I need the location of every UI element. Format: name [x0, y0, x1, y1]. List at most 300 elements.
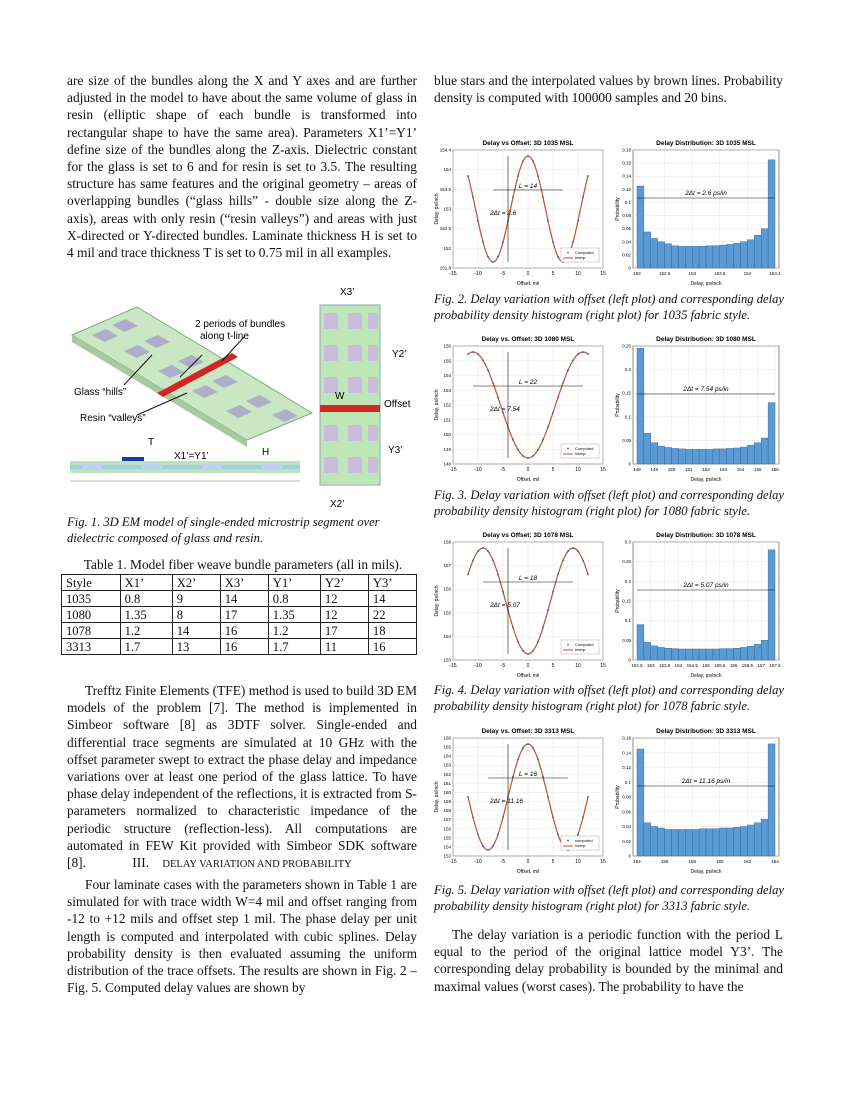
table-cell: 1035 [62, 591, 121, 607]
y-axis-label: Delay, ps/inch [434, 585, 440, 617]
y-tick-label: 159 [443, 799, 451, 805]
label-bundles-line1: 2 periods of bundles [195, 319, 286, 330]
y-tick-label: 155 [443, 358, 451, 364]
hist-title: Delay Distribution: 3D 1035 MSL [656, 140, 756, 147]
table-cell: 9 [172, 591, 220, 607]
y-tick-label: 156 [443, 826, 451, 832]
table-row [62, 607, 417, 623]
line-plot-title: Delay vs. Offset: 3D 1080 MSL [481, 336, 575, 343]
figure-svg [433, 332, 783, 482]
hist-bar [678, 449, 685, 464]
x-tick-label: 0 [526, 859, 530, 865]
table-cell: 14 [172, 623, 220, 639]
x-tick-label: 15 [600, 663, 606, 669]
computed-point [572, 547, 574, 549]
y-tick-label: 153 [443, 657, 451, 663]
legend-computed: Computed [575, 642, 594, 647]
hist-x-tick-label: 160 [716, 859, 724, 864]
hist-y-tick-label: 0.12 [622, 765, 631, 770]
computed-point [482, 241, 484, 243]
computed-point [557, 574, 559, 576]
hist-bar [768, 160, 775, 268]
computed-point [512, 196, 514, 198]
y-tick-label: 166 [443, 735, 451, 741]
label-Y3: Y3’ [388, 445, 403, 456]
y-tick-label: 151.8 [439, 265, 451, 271]
figure-1-caption: Fig. 1. 3D EM model of single-ended microstrip segment over dielectric composed of glass and resin. [67, 515, 380, 545]
computed-point [472, 196, 474, 198]
table-cell: 14 [368, 591, 416, 607]
computed-point [517, 449, 519, 451]
y-axis-label: Delay, ps/inch [434, 781, 440, 813]
table-cell: 14 [220, 591, 268, 607]
table-cell: 1.35 [268, 607, 320, 623]
hist-x-tick-label: 155 [702, 663, 710, 668]
hist-bar [692, 449, 699, 464]
label-hills: Glass “hills” [74, 387, 127, 398]
hist-x-tick-label: 156 [660, 859, 669, 864]
hist-bar [768, 403, 775, 464]
hist-bar [734, 243, 741, 268]
computed-point [552, 241, 554, 243]
computed-point [492, 382, 494, 384]
computed-point [517, 175, 519, 177]
hist-bar [651, 827, 658, 857]
computed-point [522, 455, 524, 457]
hist-x-tick-label: 158 [688, 859, 696, 864]
y-tick-label: 160 [443, 789, 451, 795]
hist-delta-label: 2Δt = 11.16 ps/in [681, 778, 731, 785]
hist-y-tick-label: 0.04 [622, 824, 631, 829]
hist-bar [692, 649, 699, 660]
computed-point [587, 175, 589, 177]
label-valleys: Resin “valleys” [80, 413, 146, 424]
hist-bar [768, 550, 775, 660]
hist-y-tick-label: 0.16 [622, 160, 631, 166]
hist-y-tick-label: 0.14 [622, 173, 631, 179]
hist-bar [644, 232, 651, 268]
y-tick-label: 154 [443, 167, 451, 173]
hist-y-tick-label: 0.25 [622, 559, 631, 565]
x-tick-label: -5 [500, 467, 506, 473]
label-W: W [335, 391, 345, 402]
computed-point [502, 816, 504, 818]
x-tick-label: -10 [474, 467, 482, 473]
hist-title: Delay Distribution: 3D 3313 MSL [656, 728, 756, 735]
computed-point [527, 653, 529, 655]
hist-bar [761, 229, 768, 268]
hist-bar [706, 649, 713, 660]
right-paragraph-end: The delay variation is a periodic function with the period L equal to the period of the original lattice model Y3’. The corresponding delay probability is bounded by the minimal and maximal values (worst cases). The probability to have the [434, 927, 783, 994]
hist-bar [672, 448, 679, 464]
computed-point [567, 550, 569, 552]
hist-y-tick-label: 0.14 [622, 750, 631, 756]
hist-bar [727, 244, 734, 268]
hist-bar [754, 235, 761, 268]
computed-point [582, 816, 584, 818]
hist-x-axis-label: Delay, ps/inch [690, 673, 722, 678]
period-label: L = 18 [518, 575, 538, 582]
computed-point [497, 574, 499, 576]
table-1 [61, 574, 417, 655]
hist-y-tick-label: 0.12 [622, 186, 631, 192]
legend-computed: Computed [575, 250, 594, 255]
hist-y-tick-label: 0.2 [624, 578, 631, 584]
hist-x-tick-label: 153.5 [658, 663, 671, 668]
computed-point [467, 353, 469, 355]
hist-x-axis-label: Delay, ps/inch [690, 869, 722, 874]
table-1-caption: Table 1. Model fiber weave bundle parameters (all in mils). [83, 557, 403, 572]
left-paragraph-1: are size of the bundles along the X and Y axes and are further adjusted in the model to have about the same volume of glass in resin (elliptic shape of each bundle is transformed into rectangular shape to have the same area). Parameters X1’=Y1’ define size of the bundles along the Z-axis. Dielectric constant for the glass is set to 6 and for resin is set to 3.5. The resulting structure has same features and the original geometry – areas of overlapping bundles (“glass hills” - double size along the Z-axis), areas with only resin (“resin valleys”) and areas with just X-directed or Y-directed bundles. Laminate thickness H is set to 4 mil and trace thickness T is set to 0.75 mil in all examples. [67, 73, 417, 261]
hist-bar [734, 827, 741, 856]
computed-point [547, 426, 549, 428]
table-cell: 16 [368, 639, 416, 655]
table-cell: 1.2 [120, 623, 172, 639]
hist-x-tick-label: 150 [667, 467, 676, 472]
legend-marker [567, 448, 569, 450]
hist-bar [678, 246, 685, 268]
hist-bar [685, 649, 692, 660]
computed-point [557, 834, 559, 836]
legend-interp: Interp. [575, 451, 587, 456]
hist-bar [644, 642, 651, 660]
hist-bar [754, 823, 761, 856]
hist-x-tick-label: 162 [743, 859, 752, 864]
x-tick-label: 5 [551, 663, 555, 669]
table-cell: 17 [220, 607, 268, 623]
table-cell: 1.35 [120, 607, 172, 623]
computed-point [537, 759, 539, 761]
computed-point [467, 796, 469, 798]
computed-point [572, 241, 574, 243]
hist-bar [699, 449, 706, 464]
hist-delta-label: 2Δt = 2.6 ps/in [685, 190, 727, 197]
table-header-cell: X3’ [220, 575, 268, 591]
hist-x-tick-label: 156 [729, 663, 738, 668]
computed-point [517, 759, 519, 761]
y-axis-label: Delay, ps/inch [434, 193, 440, 225]
figure-5 [433, 724, 783, 874]
x-tick-label: -10 [474, 271, 482, 277]
hist-bar [747, 646, 754, 660]
hist-bar [658, 647, 665, 660]
hist-x-tick-label: 155.5 [714, 663, 726, 668]
x-tick-label: -15 [449, 859, 457, 865]
table-cell: 1.7 [268, 639, 320, 655]
y-tick-label: 156 [443, 586, 451, 592]
computed-point [512, 627, 514, 629]
table-cell: 1078 [62, 623, 121, 639]
computed-point [517, 641, 519, 643]
hist-y-tick-label: 0 [628, 657, 631, 663]
x-tick-label: -15 [449, 663, 457, 669]
table-cell: 22 [368, 607, 416, 623]
computed-point [532, 650, 534, 652]
computed-point [512, 439, 514, 441]
table-cell: 1.7 [120, 639, 172, 655]
computed-point [532, 160, 534, 162]
computed-point [527, 743, 529, 745]
hist-bar [720, 449, 727, 464]
y-tick-label: 148 [443, 461, 451, 467]
hist-x-tick-label: 152 [702, 467, 710, 472]
y-tick-label: 153.5 [439, 186, 451, 192]
figure-2-caption: Fig. 2. Delay variation with offset (left plot) and corresponding delay probability density histogram (right plot) for 1035 fabric style. [434, 292, 785, 322]
computed-point [487, 550, 489, 552]
hist-bar [637, 625, 644, 660]
computed-point [482, 547, 484, 549]
x-tick-label: -5 [500, 663, 506, 669]
computed-point [587, 574, 589, 576]
hist-x-tick-label: 154 [633, 859, 641, 864]
delta-label: 2Δt = 5.07 [490, 602, 520, 609]
computed-point [537, 641, 539, 643]
y-tick-label: 150 [443, 432, 451, 437]
y-tick-label: 152 [443, 245, 451, 251]
hist-x-tick-label: 152.5 [631, 663, 643, 668]
hist-x-tick-label: 157.5 [769, 663, 781, 668]
computed-point [552, 412, 554, 414]
hist-bar [741, 827, 748, 857]
hist-bar [665, 648, 672, 660]
table-cell: 12 [320, 607, 368, 623]
y-tick-label: 157 [443, 563, 451, 569]
hist-y-tick-label: 0.1 [624, 199, 631, 205]
label-X1Y1: X1’=Y1’ [174, 451, 209, 462]
hist-x-tick-label: 153.5 [714, 271, 726, 276]
computed-point [547, 609, 549, 611]
hist-x-tick-label: 154 [743, 271, 752, 276]
hist-x-tick-label: 154.5 [686, 663, 698, 668]
y-tick-label: 153 [443, 206, 451, 212]
y-tick-label: 154 [443, 633, 451, 639]
hist-bar [672, 649, 679, 660]
computed-point [582, 351, 584, 353]
x-tick-label: 5 [551, 859, 555, 865]
computed-point [472, 559, 474, 561]
computed-point [482, 360, 484, 362]
section-title: DELAY VARIATION AND PROBABILITY [162, 859, 352, 870]
x-tick-label: -15 [449, 271, 457, 277]
hist-bar [720, 245, 727, 268]
hist-bar [637, 348, 644, 464]
hist-bar [734, 448, 741, 464]
y-tick-label: 158 [443, 808, 451, 814]
figure-svg [433, 724, 783, 874]
hist-bar [658, 242, 665, 268]
hist-bar [665, 447, 672, 464]
x-tick-label: 15 [600, 271, 606, 277]
computed-point [472, 816, 474, 818]
hist-y-tick-label: 0.1 [624, 779, 631, 785]
x-tick-label: 10 [575, 467, 581, 473]
table-header-cell: X1’ [120, 575, 172, 591]
computed-point [527, 457, 529, 459]
y-tick-label: 154 [443, 844, 451, 850]
label-bundles-line2: along t-line [200, 331, 249, 342]
computed-point [497, 397, 499, 399]
hist-bar [644, 433, 651, 464]
hist-bar [741, 242, 748, 268]
hist-x-tick-label: 149 [650, 467, 659, 472]
hist-bar [761, 819, 768, 856]
table-cell: 18 [368, 623, 416, 639]
hist-bar [651, 443, 658, 464]
x-tick-label: 0 [526, 467, 530, 473]
hist-y-tick-label: 0.15 [622, 598, 631, 604]
table-cell: 11 [320, 639, 368, 655]
hist-bar [685, 246, 692, 268]
line-plot-title: Delay vs Offset: 3D 1035 MSL [482, 140, 574, 147]
hist-bar [720, 649, 727, 660]
hist-x-tick-label: 151 [684, 467, 693, 472]
hist-y-tick-label: 0.25 [622, 343, 631, 349]
computed-point [577, 550, 579, 552]
hist-bar [692, 829, 699, 856]
figure-1 [62, 285, 422, 515]
table-cell: 16 [220, 623, 268, 639]
hist-y-axis-label: Probability [615, 785, 621, 809]
x-axis-label: Offset, mil [516, 673, 540, 678]
computed-point [477, 834, 479, 836]
table-cell: 1080 [62, 607, 121, 623]
hist-x-tick-label: 153 [647, 663, 655, 668]
hist-y-tick-label: 0.15 [622, 390, 631, 396]
hist-bar [727, 828, 734, 856]
table-header-row [62, 575, 417, 591]
table-cell: 12 [320, 591, 368, 607]
label-Y2: Y2’ [392, 349, 407, 360]
hist-y-tick-label: 0.2 [624, 367, 631, 373]
hist-bar [713, 829, 720, 856]
y-tick-label: 154 [443, 373, 451, 378]
x-tick-label: 5 [551, 467, 555, 473]
hist-bar [658, 446, 665, 464]
computed-point [477, 550, 479, 552]
right-paragraph-0: blue stars and the interpolated values by brown lines. Probability density is computed with 100000 samples and 20 bins. [434, 73, 783, 106]
y-tick-label: 155 [443, 610, 451, 616]
y-tick-label: 163 [443, 762, 451, 768]
hist-x-tick-label: 148 [633, 467, 641, 472]
hist-bar [754, 644, 761, 660]
computed-point [537, 449, 539, 451]
table-cell: 0.8 [120, 591, 172, 607]
computed-point [522, 650, 524, 652]
line-plot-title: Delay vs. Offset: 3D 3313 MSL [481, 728, 575, 735]
computed-point [542, 627, 544, 629]
computed-point [547, 796, 549, 798]
computed-point [492, 559, 494, 561]
hist-x-tick-label: 157 [757, 663, 765, 668]
computed-point [587, 353, 589, 355]
table-header-cell: Y2’ [320, 575, 368, 591]
computed-point [582, 196, 584, 198]
hist-bar [720, 828, 727, 856]
x-tick-label: 15 [600, 859, 606, 865]
computed-point [562, 559, 564, 561]
label-H: H [262, 447, 270, 458]
computed-point [542, 776, 544, 778]
figure-3 [433, 332, 783, 482]
hist-y-tick-label: 0.1 [624, 618, 631, 624]
computed-point [547, 220, 549, 222]
computed-point [532, 455, 534, 457]
x-axis-label: Offset, mil [516, 869, 540, 874]
table-cell: 13 [172, 639, 220, 655]
hist-y-tick-label: 0.06 [622, 226, 631, 232]
hist-bar [685, 449, 692, 464]
table-cell: 0.8 [268, 591, 320, 607]
computed-point [537, 175, 539, 177]
y-tick-label: 153 [443, 387, 451, 393]
hist-bar [699, 246, 706, 268]
hist-x-axis-label: Delay, ps/inch [690, 477, 722, 482]
hist-bar [699, 829, 706, 856]
x-tick-label: -5 [500, 271, 506, 277]
hist-y-tick-label: 0.3 [624, 539, 631, 545]
hist-bar [747, 825, 754, 856]
computed-point [557, 256, 559, 258]
x-tick-label: 10 [575, 859, 581, 865]
hist-y-tick-label: 0.05 [622, 437, 631, 443]
x-axis-label: Offset, mil [516, 477, 540, 482]
hist-y-tick-label: 0.08 [622, 213, 631, 219]
y-tick-label: 152.5 [439, 226, 451, 232]
y-tick-label: 162 [443, 771, 451, 777]
section-number: III. [132, 855, 150, 870]
period-label: L = 22 [518, 379, 538, 386]
computed-point [552, 591, 554, 593]
legend-interp: Interp. [575, 255, 587, 260]
x-tick-label: -10 [474, 859, 482, 865]
x-tick-label: -15 [449, 467, 457, 473]
delta-label: 2Δt = 2.6 [490, 210, 517, 217]
computed-point [532, 747, 534, 749]
left-paragraph-2: Trefftz Finite Elements (TFE) method is used to build 3D EM models of the problem [7]. The method is implemented in Simbeor software [8] as 3DTF solver. Single-ended and differential trace segments are simulated at 10 GHz with the offset parameter swept to extract the phase delay and impedance variations over at least one period of the glass lattice. To have phase delay independent of the reflections, it is extracted from S-parameters normalized to characteristic impedance of the periodic structure (reflection-less). All computations are automated in FEW Kit provided with Simbeor SDK software [8]. [67, 683, 417, 871]
table-header-cell: Y3’ [368, 575, 416, 591]
hist-bar [768, 744, 775, 856]
label-X3: X3’ [340, 287, 355, 298]
legend-marker [567, 252, 569, 254]
computed-point [577, 220, 579, 222]
x-axis-label: Offset, mil [516, 281, 540, 286]
table-cell: 16 [220, 639, 268, 655]
legend-computed: computed [575, 838, 593, 843]
hist-bar [761, 438, 768, 464]
delta-label: 2Δt = 7.54 [490, 406, 520, 413]
computed-point [487, 369, 489, 371]
table-header-cell: Style [62, 575, 121, 591]
hist-bar [678, 649, 685, 660]
y-tick-label: 164 [443, 753, 451, 759]
computed-point [482, 845, 484, 847]
x-tick-label: 5 [551, 271, 555, 277]
computed-point [512, 776, 514, 778]
hist-bar [637, 749, 644, 856]
hist-bar [637, 186, 644, 268]
hist-x-tick-label: 153 [688, 271, 696, 276]
legend-marker [567, 840, 569, 842]
label-X2: X2’ [330, 499, 345, 510]
table-cell: 17 [320, 623, 368, 639]
figure-4 [433, 528, 783, 678]
top-view [320, 305, 380, 485]
hist-x-tick-label: 155 [753, 467, 762, 472]
x-tick-label: 15 [600, 467, 606, 473]
hist-y-tick-label: 0 [628, 853, 631, 859]
hist-x-tick-label: 153 [719, 467, 728, 472]
hist-bar [672, 829, 679, 856]
